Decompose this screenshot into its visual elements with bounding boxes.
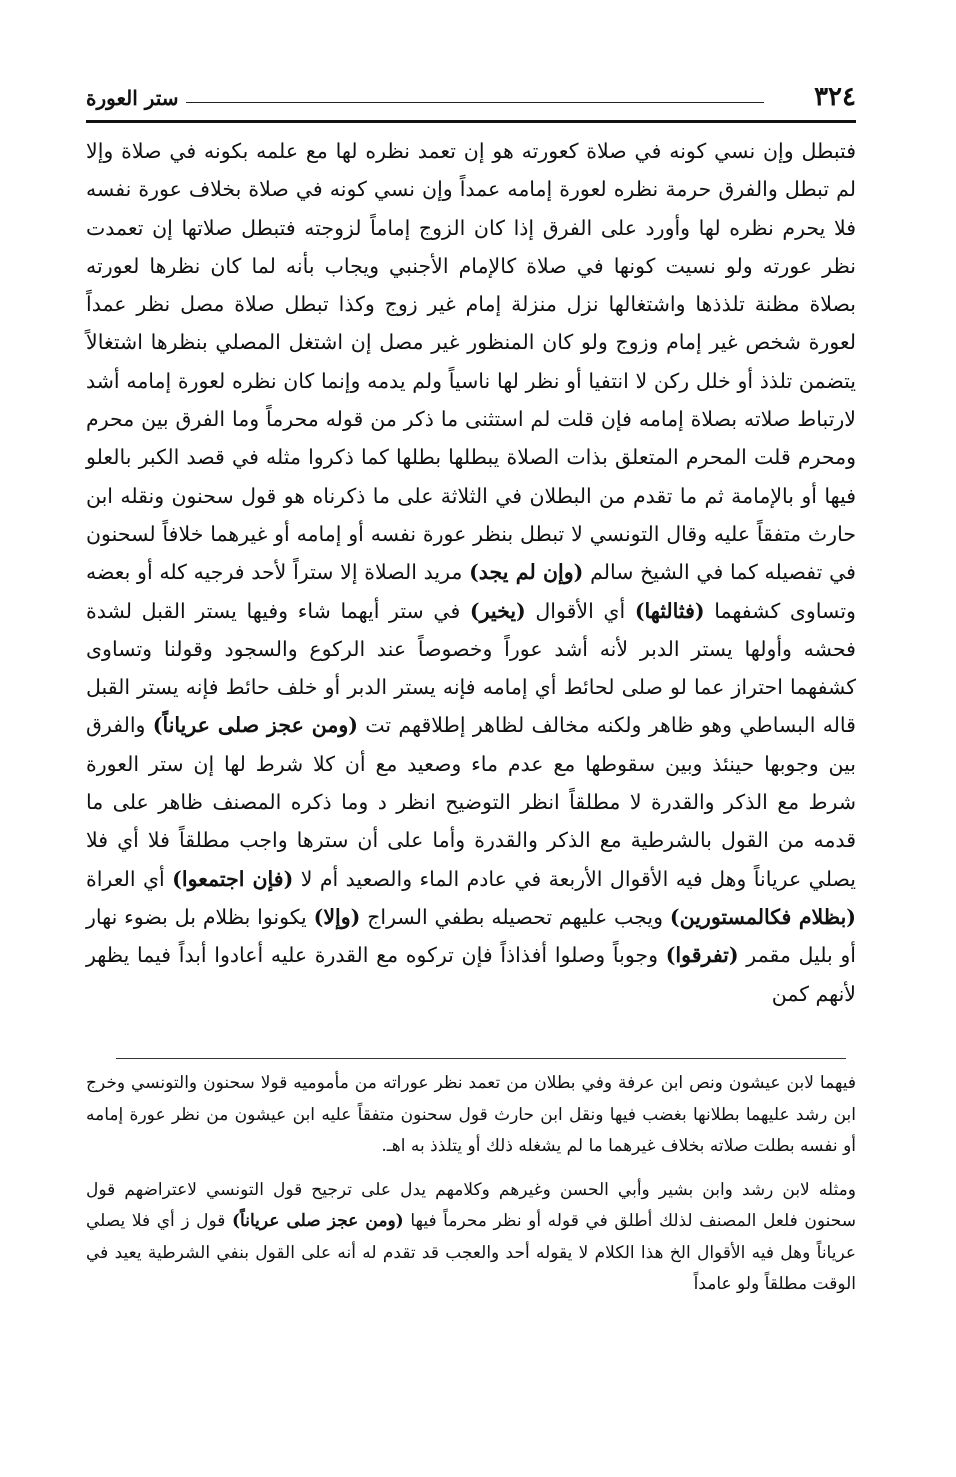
- bold-quote: (وإن لم يجد): [469, 560, 584, 585]
- footnote-paragraph: فيهما لابن عيشون ونص ابن عرفة وفي بطلان من تعمد نظر عوراته من مأموميه قولا سحنون والتونسي وخرج ابن رشد عليهما بطلانها بغضب فيها ونقل ابن حارث قول سحنون متفقاً عليه ابن عيشون من نظر عورة إمامه أو نفسه بطلت صلاته بخلاف غيرهما ما لم يشغله ذلك أو يتلذذ به اهـ.: [86, 1073, 857, 1156]
- header-rule: [86, 120, 856, 123]
- text-segment: فتبطل وإن نسي كونه في صلاة كعورته هو إن تعمد نظره لها مع علمه بكونه في صلاة وإلا لم تبطل والفرق حرمة نظره لعورة إمامه عمداً وإن نسي كونه في صلاة بخلاف عورة نفسه فلا يحرم نظره لها وأورد على الفرق إذا كان الزوج إماماً لزوجته فتبطل صلاتها إن تعمدت نظر عورته ولو نسيت كونها في صلاة كالإمام الأجنبي ويجاب بأنه لما كان نظرها لعورته بصلاة مظنة تلذذها واشتغالها نزل منزلة إمام غير زوج وكذا تبطل صلاة مصل نظر عمداً لعورة شخص غير إمام وزوج ولو كان المنظور غير مصل إن اشتغل المصلي بنظرها اشتغالاً يتضمن تلذذ أو خلل ركن لا انتفيا أو نظر لها ناسياً ولم يدمه وإنما كان نظره لعورة إمامه أشد لارتباط صلاته بصلاة إمامه فإن قلت لم استثنى ما ذكر من قوله محرماً وما الفرق بين محرم ومحرم قلت المحرم المتعلق بذات الصلاة يبطلها بطلها كما ذكروا مثله في قصد الكبر بالعلو فيها أو بالإمامة ثم ما تقدم من البطلان في الثلاثة على ما ذكرناه هو قول سحنون ونقله ابن حارث متفقاً عليه وقال التونسي لا تبطل بنظر عورة نفسه أو إمامه أو غيرهما خلافاً لسحنون في تفصيله كما في الشيخ سالم: [86, 139, 856, 585]
- text-segment: ويجب عليهم تحصيله بطفي السراج: [367, 904, 664, 929]
- bold-quote: (ومن عجز صلى عرياناً): [152, 713, 358, 738]
- text-segment: يكونوا بظلام بل بضوء نهار أو بليل مقمر: [86, 904, 856, 968]
- bold-quote: (تفرقوا): [665, 943, 739, 968]
- bold-quote: (فثالثها): [634, 598, 705, 623]
- text-segment: في ستر أيهما شاء وفيها يستر القبل لشدة فحشه وأولها يستر الدبر لأنه أشد عوراً وخصوصاً عند الركوع والسجود وقولنا وتساوى كشفهما احتراز عما لو صلى لحائط أي إمامه فإنه يستر الدبر أو خلف حائط فإنه يستر القبل قاله البساطي وهو ظاهر ولكنه مخالف لظاهر إطلاقهم تت: [86, 598, 856, 738]
- bold-quote: (ومن عجز صلى عرياناً): [231, 1211, 404, 1231]
- footnote-paragraph: [86, 1175, 856, 1301]
- text-segment: ومثله لابن رشد وابن بشير وأبي الحسن وغيرهم وكلامهم يدل على ترجيح قول التونسي لاعتراضهم قول سحنون فلعل المصنف لذلك أطلق في قوله أو نظر محرماً فيها: [86, 1179, 857, 1231]
- footnote-divider: [116, 1058, 846, 1059]
- text-segment: وجوباً وصلوا أفذاذاً فإن تركوه مع القدرة عليه أعادوا أبداً فيما يظهر لأنهم كمن: [86, 943, 856, 1006]
- bold-quote: (فإن اجتمعوا): [172, 866, 294, 891]
- main-paragraph: [86, 132, 856, 1013]
- header-divider: [186, 102, 764, 103]
- text-segment: أي الأقوال: [535, 598, 626, 623]
- text-segment: مريد الصلاة إلا ستراً لأحد فرجيه كله أو بعضه وتساوى كشفهما: [86, 560, 856, 623]
- footnotes: [86, 1068, 856, 1301]
- bold-quote: (بظلام فكالمستورين): [669, 904, 856, 929]
- bold-quote: (وإلا): [313, 904, 361, 929]
- text-segment: والفرق بين وجوبها حينئذ وبين سقوطها مع عدم ماء وصعيد مع أن كلا شرط لها إن ستر العورة شرط مع الذكر والقدرة لا مطلقاً انظر التوضيح انظر د وما ذكره المصنف ظاهر على ما قدمه من القول بالشرطية مع الذكر والقدرة وأما على أن سترها واجب مطلقاً فلا أي فلا يصلي عرياناً وهل فيه الأقوال الأربعة في عادم الماء والصعيد أم لا: [86, 713, 856, 891]
- main-text: [86, 132, 856, 1013]
- text-segment: أي العراة: [86, 866, 165, 891]
- page-number: ٣٢٤: [814, 82, 856, 112]
- page-header: [86, 78, 856, 118]
- running-title: ستر العورة: [86, 86, 179, 110]
- bold-quote: (يخير): [469, 598, 526, 623]
- text-segment: قول ز أي فلا يصلي عرياناً وهل فيه الأقوال الخ هذا الكلام لا يقوله أحد والعجب قد تقدم له أنه على القول بنفي الشرطية يعيد في الوقت مطلقاً ولو عامداً: [86, 1211, 856, 1294]
